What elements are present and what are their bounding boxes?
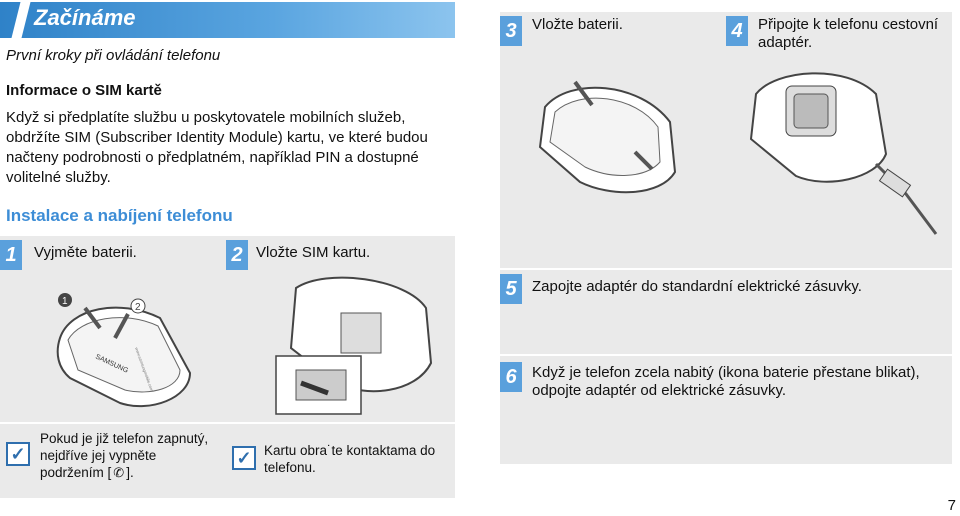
step-number: 3	[500, 16, 522, 46]
step-text: Vyjměte baterii.	[34, 244, 137, 261]
insert-sim-illustration	[266, 268, 446, 418]
step-text: Připojte k telefonu cestovní adaptér.	[758, 16, 939, 51]
step-number: 4	[726, 16, 748, 46]
step-number: 1	[0, 240, 22, 270]
step-3-panel	[500, 12, 726, 268]
install-heading: Instalace a nabíjení telefonu	[6, 206, 233, 225]
checkmark-icon: ✓	[6, 442, 30, 466]
step-text: Zapojte adaptér do standardní elektrické zásuvky.	[532, 278, 862, 295]
brand-label: SAMSUNG	[94, 353, 130, 375]
checkmark-icon: ✓	[232, 446, 256, 470]
step-number: 2	[226, 240, 248, 270]
step-number: 6	[500, 362, 522, 392]
step-4-panel	[726, 12, 952, 268]
section-subtitle: První kroky při ovládání telefonu	[6, 47, 221, 64]
callout-1: 1	[62, 296, 68, 307]
note-sim-orientation	[226, 424, 455, 498]
note-power-off	[0, 424, 226, 498]
step-number: 5	[500, 274, 522, 304]
sim-info-heading: Informace o SIM kartě	[6, 82, 162, 99]
section-title: Začínáme	[34, 5, 136, 30]
page-number: 7	[947, 497, 956, 514]
step-1-panel	[0, 236, 226, 422]
website-label: www.samsungmobile.com	[134, 346, 155, 392]
step-text: Vložte SIM kartu.	[256, 244, 371, 261]
step-6-panel	[500, 356, 952, 464]
note-text-after: ].	[126, 465, 134, 480]
step-5-panel	[500, 270, 952, 354]
end-key-icon: ✆	[113, 465, 125, 480]
sim-info-paragraph: Když si předplatíte službu u poskytovatele mobilních služeb, obdržíte SIM (Subscriber Identity Module) kartu, ve které budou načteny podrobnosti o předplatném, například PIN a dostupné volitelné služby.	[6, 109, 428, 186]
callout-2: 2	[135, 302, 141, 313]
step-2-panel	[226, 236, 455, 422]
remove-battery-illustration	[40, 278, 210, 418]
note-text: Kartu obra˙te kontaktama do telefonu.	[264, 443, 436, 475]
step-text: Vložte baterii.	[532, 16, 623, 33]
insert-battery-illustration	[530, 67, 690, 207]
note-text	[40, 430, 220, 481]
connect-adapter-illustration	[736, 64, 946, 254]
note-text-before: Pokud je již telefon zapnutý, nejdříve jej vypněte podržením [	[40, 431, 209, 480]
step-text: Když je telefon zcela nabitý (ikona baterie přestane blikat), odpojte adaptér od elektrické zásuvky.	[532, 364, 920, 399]
